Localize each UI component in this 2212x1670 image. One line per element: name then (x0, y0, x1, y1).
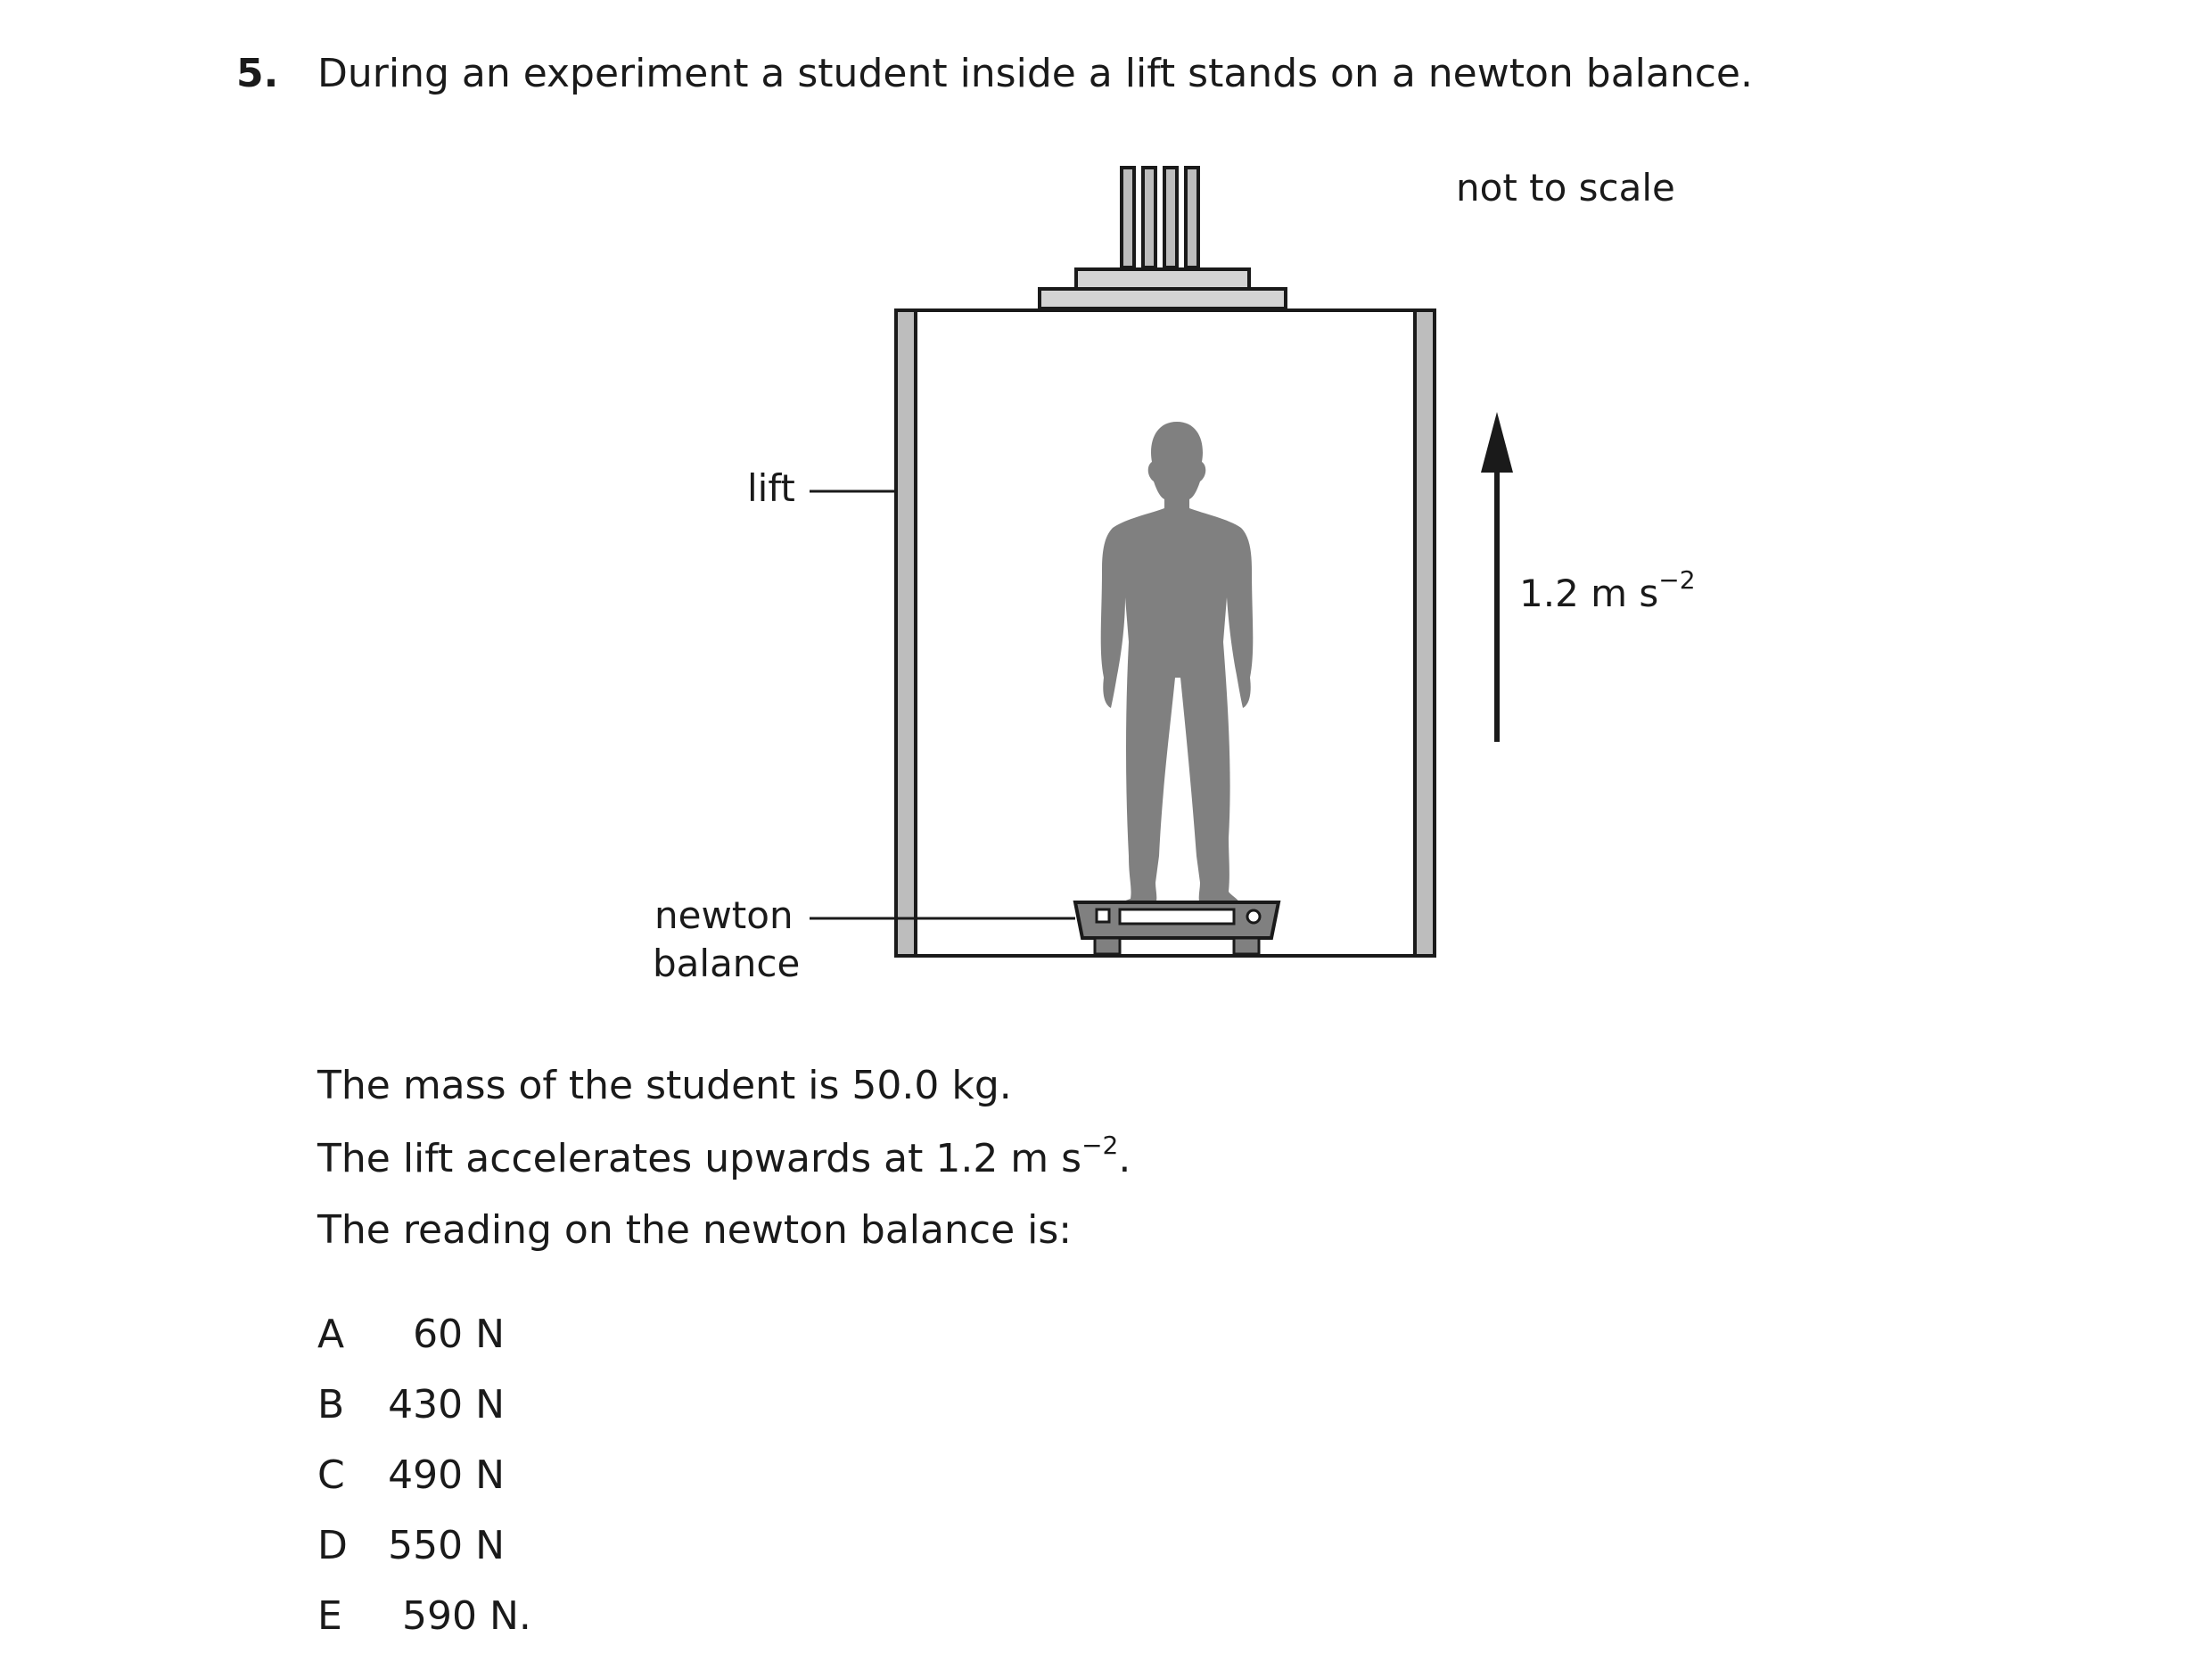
balance-display (1120, 909, 1234, 924)
lift-cables (1122, 168, 1198, 267)
option-value: 490 N (388, 1452, 505, 1498)
cable-1 (1122, 168, 1134, 267)
cable-4 (1186, 168, 1198, 267)
reading-line: The reading on the newton balance is: (317, 1207, 1073, 1253)
mass-line: The mass of the student is 50.0 kg. (317, 1063, 1012, 1108)
option-value: 550 N (388, 1523, 505, 1568)
balance-button-icon (1097, 909, 1109, 922)
acceleration-arrow-head (1481, 412, 1513, 473)
acceleration-exponent: −2 (1658, 565, 1696, 595)
accel-line (317, 1128, 1131, 1195)
option-value: 590 N. (402, 1593, 531, 1639)
not-to-scale-note: not to scale (1456, 166, 1675, 210)
option-value: 60 N (413, 1312, 505, 1357)
question-number: 5. (236, 51, 279, 96)
cable-3 (1164, 168, 1177, 267)
lift-wall-right (1415, 310, 1435, 956)
option-letter: D (317, 1523, 348, 1568)
option-letter: E (317, 1593, 342, 1639)
option-letter: B (317, 1382, 345, 1427)
option-letter: C (317, 1452, 345, 1498)
option-letter: A (317, 1312, 345, 1357)
balance-label-line1: newton (654, 893, 794, 937)
lift-label: lift (747, 466, 795, 510)
accel-line-suffix: . (1118, 1136, 1131, 1181)
accel-line-prefix: The lift accelerates upwards at 1.2 m s (317, 1136, 1082, 1181)
question-stem: During an experiment a student inside a lift stands on a newton balance. (317, 51, 1753, 96)
acceleration-value: 1.2 m s (1519, 572, 1659, 615)
lift-mount-lower (1040, 289, 1286, 308)
cable-2 (1143, 168, 1155, 267)
lift-mount-upper (1076, 269, 1249, 289)
acceleration-label (1519, 565, 1696, 623)
balance-foot-left (1095, 938, 1120, 954)
balance-foot-right (1234, 938, 1259, 954)
option-value: 430 N (388, 1382, 505, 1427)
balance-label-line2: balance (653, 942, 801, 985)
balance-dial-icon (1247, 910, 1260, 923)
accel-line-exponent: −2 (1081, 1131, 1119, 1160)
lift-wall-left (896, 310, 916, 956)
